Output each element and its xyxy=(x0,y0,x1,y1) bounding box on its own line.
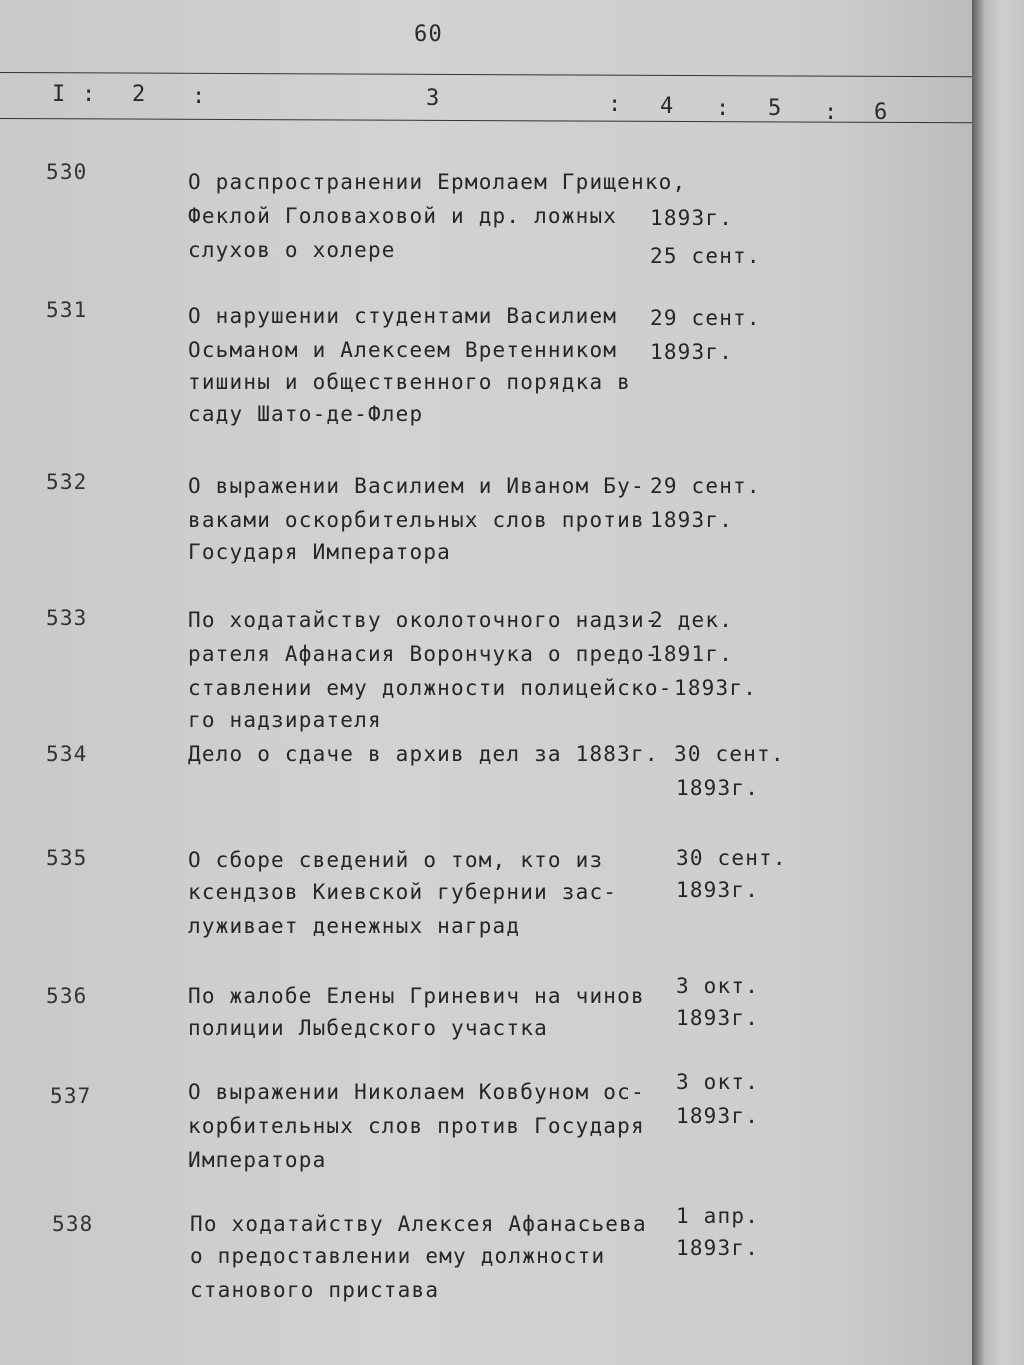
entry-date: 1893г. xyxy=(676,1236,760,1260)
entry-date: 1893г. xyxy=(650,206,734,230)
column-header-separator: : xyxy=(82,82,97,107)
entry-text-line: Государя Императора xyxy=(188,540,452,564)
entry-number: 537 xyxy=(50,1084,92,1108)
entry-date: 29 сент. xyxy=(650,306,761,330)
entry-text-line: О нарушении студентами Василием xyxy=(188,304,618,328)
entry-number: 536 xyxy=(46,984,88,1008)
entry-text-line: ставлении ему должности полицейско- xyxy=(188,676,673,700)
entry-number: 530 xyxy=(46,160,88,184)
column-header-2: 2 xyxy=(132,82,147,107)
entry-text-line: рателя Афанасия Ворончука о предо- xyxy=(188,642,659,666)
entry-text-line: о предоставлении ему должности xyxy=(190,1244,606,1268)
entry-text-line: Феклой Головаховой и др. ложных xyxy=(188,204,618,228)
column-header-1: I xyxy=(52,82,67,107)
entry-text-line: По ходатайству околоточного надзи- xyxy=(188,608,659,632)
entry-number: 531 xyxy=(46,298,88,322)
entry-text-line: тишины и общественного порядка в xyxy=(188,370,631,394)
entry-number: 532 xyxy=(46,470,88,494)
column-header-separator: : xyxy=(716,96,731,121)
entry-number: 533 xyxy=(46,606,88,630)
column-header-4: 4 xyxy=(660,94,675,119)
entry-number: 534 xyxy=(46,742,88,766)
column-header-3: 3 xyxy=(426,86,441,111)
entry-text-line: Осьманом и Алексеем Вретенником xyxy=(188,338,618,362)
entry-text-line: го надзирателя xyxy=(188,708,382,732)
entry-text-line: Дело о сдаче в архив дел за 1883г. xyxy=(188,742,659,766)
entry-text-line: По ходатайству Алексея Афанасьева xyxy=(190,1212,647,1236)
entry-date: 1893г. xyxy=(676,1006,760,1030)
entry-text-line: саду Шато-де-Флер xyxy=(188,402,424,426)
entry-date: 1 апр. xyxy=(676,1204,760,1228)
entry-text-line: полиции Лыбедского участка xyxy=(188,1016,548,1040)
header-rule-top xyxy=(0,72,972,77)
entry-text-line: Императора xyxy=(188,1148,327,1172)
entry-date: 1893г. xyxy=(676,776,760,800)
column-header-6: 6 xyxy=(874,100,889,125)
entry-text-line: О сборе сведений о том, кто из xyxy=(188,848,604,872)
entry-date: 1891г. xyxy=(650,642,734,666)
column-header-separator: : xyxy=(824,100,839,125)
entry-text-line: О распространении Ермолаем Грищенко, xyxy=(188,170,687,194)
entry-text-line: ваками оскорбительных слов против xyxy=(188,508,645,532)
entry-text-line: О выражении Василием и Иваном Бу- xyxy=(188,474,645,498)
binding-edge xyxy=(972,0,1024,1365)
entry-text-line: слухов о холере xyxy=(188,238,396,262)
entry-text-line: По жалобе Елены Гриневич на чинов xyxy=(188,984,645,1008)
entry-text-line: станового пристава xyxy=(190,1278,440,1302)
entry-text-line: О выражении Николаем Ковбуном ос- xyxy=(188,1080,645,1104)
entry-date: 1893г. xyxy=(674,676,758,700)
entry-date: 30 сент. xyxy=(674,742,785,766)
entry-date: 1893г. xyxy=(676,1104,760,1128)
entry-text-line: ксендзов Киевской губернии зас- xyxy=(188,880,618,904)
entry-date: 1893г. xyxy=(676,878,760,902)
entry-text-line: луживает денежных наград xyxy=(188,914,521,938)
entry-date: 29 сент. xyxy=(650,474,761,498)
entry-date: 25 сент. xyxy=(650,244,761,268)
page-number: 60 xyxy=(414,22,443,47)
entry-date: 2 дек. xyxy=(650,608,734,632)
entry-date: 30 сент. xyxy=(676,846,787,870)
entry-date: 1893г. xyxy=(650,340,734,364)
entry-text-line: корбительных слов против Государя xyxy=(188,1114,645,1138)
entry-number: 535 xyxy=(46,846,88,870)
entry-date: 3 окт. xyxy=(676,1070,760,1094)
column-header-5: 5 xyxy=(768,96,783,121)
column-header-separator: : xyxy=(608,92,623,117)
entry-number: 538 xyxy=(52,1212,94,1236)
entry-date: 3 окт. xyxy=(676,974,760,998)
column-header-separator: : xyxy=(192,84,207,109)
entry-date: 1893г. xyxy=(650,508,734,532)
